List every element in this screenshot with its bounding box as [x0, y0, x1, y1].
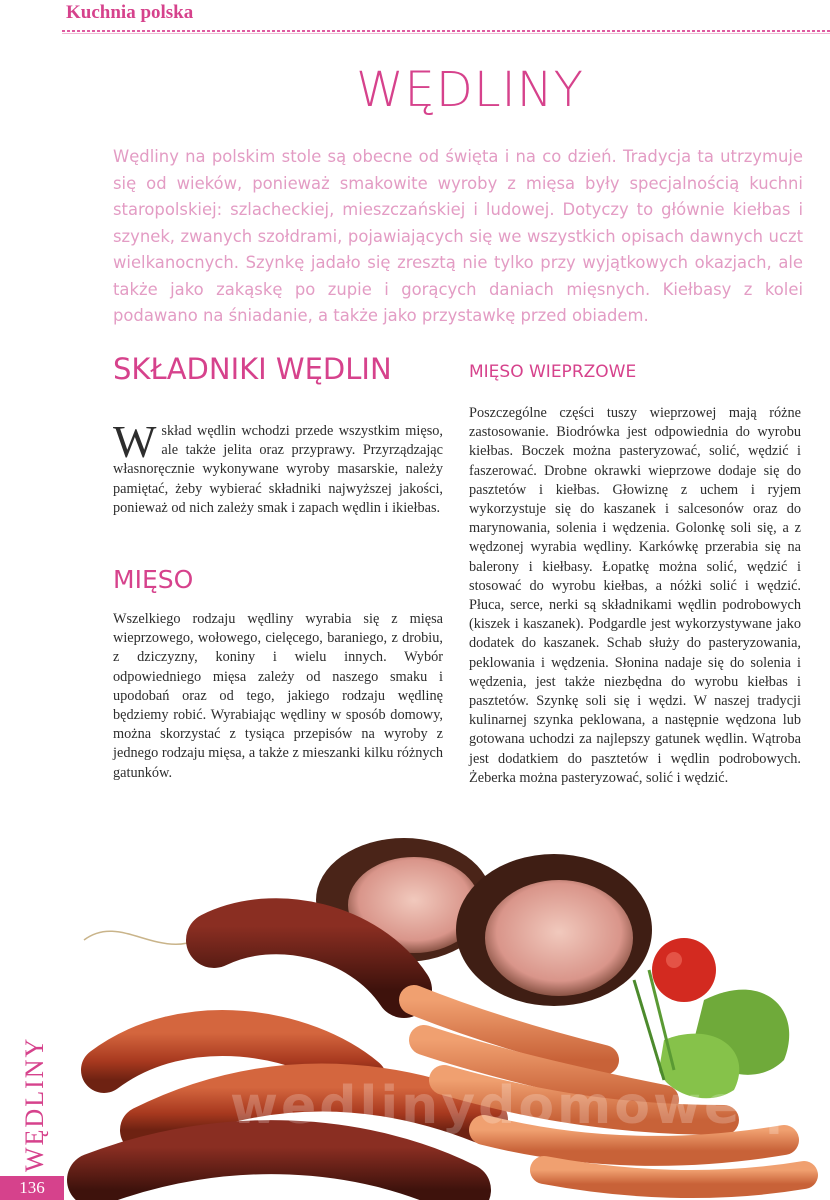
page-title: WĘDLINY — [356, 62, 584, 118]
heading-mieso-wieprzowe: MIĘSO WIEPRZOWE — [469, 362, 637, 382]
sausages-photo — [64, 820, 830, 1200]
dropcap: W — [113, 416, 157, 467]
header-rule — [62, 30, 830, 32]
watermark: wedlinydomowe.pl — [230, 1076, 827, 1136]
skladniki-paragraph — [113, 416, 443, 518]
heading-mieso: MIĘSO — [113, 565, 194, 594]
mieso-paragraph: Wszelkiego rodzaju wędliny wyrabia się z mięsa wieprzowego, wołowego, cielęcego, baraniego, z drobiu, z dziczyzny, koniny i wielu innych. Wybór odpowiedniego mięsa zależy od naszego smaku i upodobań oraz od tego, jakiego rodzaju wędlinę będziemy robić. Wyrabiając wędliny w sposób domowy, można skorzystać z tysiąca przepisów na wyroby z jednego rodzaju mięsa, a także z mieszanki kilku różnych gatunków. — [113, 611, 443, 781]
intro-paragraph: Wędliny na polskim stole są obecne od święta i na co dzień. Tradycja ta utrzymuje się od wieków, ponieważ smakowite wyroby z mięsa były specjalnością kuchni staropolskiej: szlacheckiej, mieszczańskiej i ludowej. Dotyczy to głównie kiełbas i szynek, zwanych szołdrami, pojawiających się we wszystkich opisach dawnych uczt wielkanocnych. Szynkę jadało się zresztą nie tylko przy wyjątkowych okazjach, ale także jako zakąskę po zupie i gorących daniach mięsnych. Kiełbasy z kolei podawano na śniadanie, a także jako przystawkę przed obiadem. — [113, 147, 803, 325]
header-rule-thin — [62, 33, 830, 34]
wieprzowe-paragraph: Poszczególne części tuszy wieprzowej mają różne zastosowanie. Biodrówka jest odpowiednia do wyrobu kiełbas. Boczek można pasteryzować, solić, wędzić i faszerować. Drobne okrawki wieprzowe dodaje się do pasztetów i kiełbas. Głowiznę z uchem i ryjem wykorzystuje się do kaszanek i salcesonów oraz do marynowania, solenia i wędzenia. Golonkę soli się, a z wędzonej wyrabia wędliny. Karkówkę przerabia się na balerony i kiełbasy. Łopatkę można solić, wędzić i stosować do wyrobu kiełbas, a nóżki solić i wędzić. Płuca, serce, nerki są składnikami wędlin podrobowych (kiszek i kaszanek). Podgardle jest wykorzystywane jako dodatek do kaszanek. Schab służy do pasteryzowania, peklowania i wędzenia. Słonina nadaje się do solenia i wędzenia, jest także niezbędna do wyrobu kiełbas i pasztetów. Szynkę soli się i wędzi. W naszej tradycji kulinarnej szynka peklowana, a następnie wędzona lub gotowana uchodzi za najlepszy gatunek wędlin. Wątroba jest dodatkiem do pasztetów i wędlin podrobowych. Żeberka można pasteryzować, solić i wędzić. — [469, 405, 801, 786]
page-number: 136 — [0, 1176, 64, 1200]
header-section-title: Kuchnia polska — [66, 2, 194, 23]
heading-skladniki: SKŁADNIKI WĘDLIN — [113, 352, 392, 386]
skladniki-text: skład wędlin wchodzi przede wszystkim mięso, ale także jelita oraz przyprawy. Przyrządzając własnoręcznie wykonywane wyroby masarskie, należy pamiętać, żeby wybierać składniki najwyższej jakości, ponieważ od nich zależy smak i zapach wędlin i ikiełbas. — [113, 423, 443, 516]
side-label: WĘDLINY — [20, 1036, 49, 1172]
